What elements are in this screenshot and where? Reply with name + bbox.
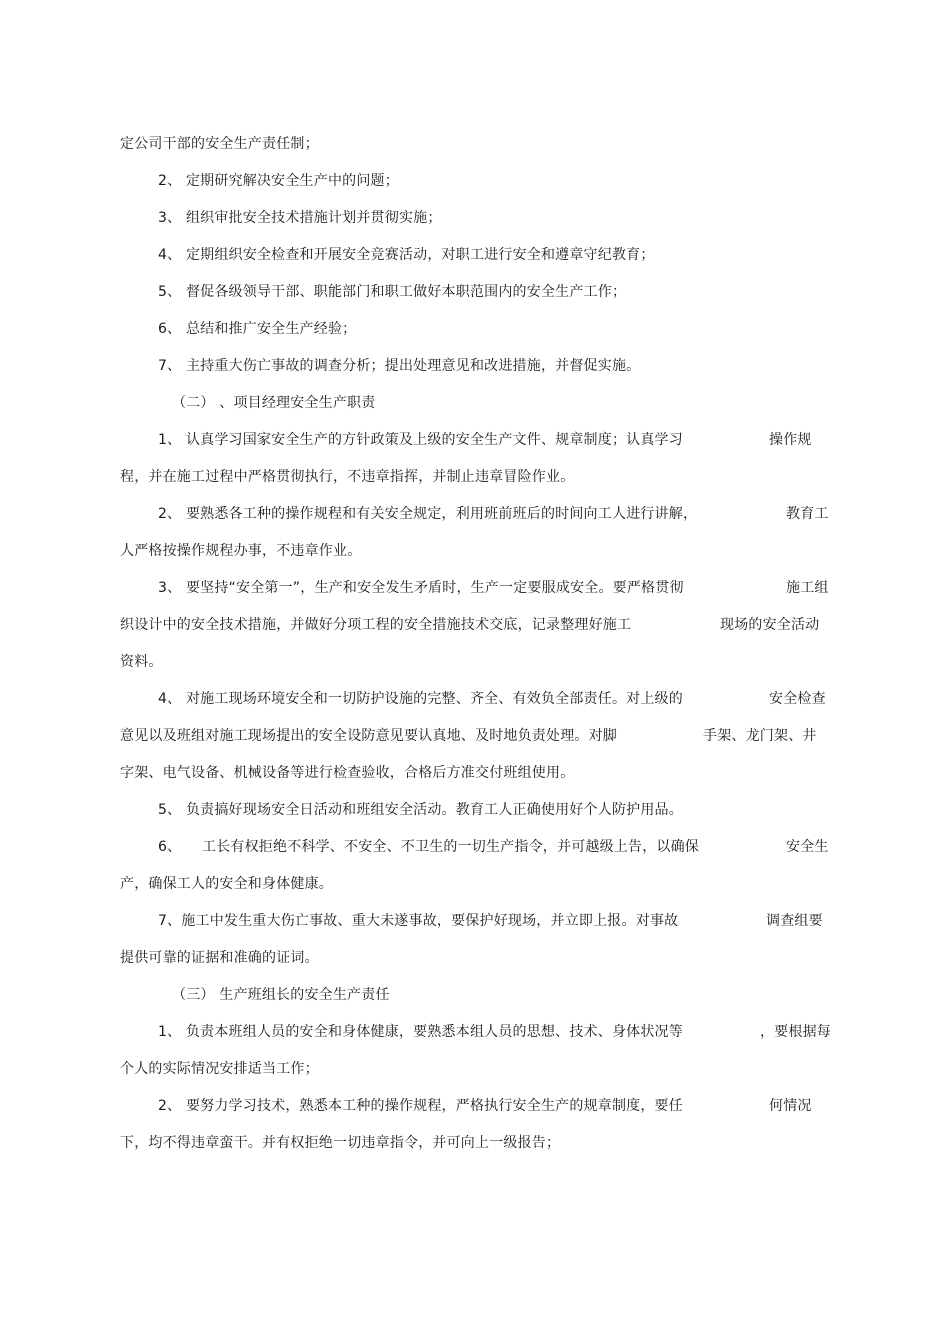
paragraph-line-tail: 调查组要 <box>766 913 823 929</box>
list-number: 6、 <box>158 839 182 855</box>
section-heading: （三） 生产班组长的安全生产责任 <box>172 987 390 1003</box>
list-item: 3、 组织审批安全技术措施计划并贯彻实施； <box>158 210 442 226</box>
paragraph-line: 3、 要坚持“安全第一”，生产和安全发生矛盾时，生产一定要服成安全。要严格贯彻 <box>158 580 684 596</box>
list-item: 4、 定期组织安全检查和开展安全竞赛活动，对职工进行安全和遵章守纪教育； <box>158 247 655 263</box>
paragraph-line: 个人的实际情况安排适当工作； <box>120 1061 319 1077</box>
paragraph-line: 字架、电气设备、机械设备等进行检查验收，合格后方准交付班组使用。 <box>120 765 575 781</box>
list-item: 5、 督促各级领导干部、职能部门和职工做好本职范围内的安全生产工作； <box>158 284 627 300</box>
list-item: 2、 定期研究解决安全生产中的问题； <box>158 173 399 189</box>
paragraph-line: 资料。 <box>120 654 163 670</box>
paragraph-line: 程，并在施工过程中严格贯彻执行，不违章指挥，并制止违章冒险作业。 <box>120 469 575 485</box>
section-heading: （二） 、项目经理安全生产职责 <box>172 395 376 411</box>
paragraph-line: 人严格按操作规程办事，不违章作业。 <box>120 543 362 559</box>
paragraph-line-tail: ，要根据每 <box>760 1024 831 1040</box>
paragraph-line: 5、 负责搞好现场安全日活动和班组安全活动。教育工人正确使用好个人防护用品。 <box>158 802 683 818</box>
list-item: 7、 主持重大伤亡事故的调查分析；提出处理意见和改进措施，并督促实施。 <box>158 358 641 374</box>
paragraph-line-tail: 安全检查 <box>769 691 826 707</box>
paragraph-line: 下，均不得违章蛮干。并有权拒绝一切违章指令，并可向上一级报告； <box>120 1135 561 1151</box>
paragraph-line-tail: 教育工 <box>786 506 829 522</box>
paragraph-line: 工长有权拒绝不科学、不安全、不卫生的一切生产指令，并可越级上告，以确保 <box>202 839 699 855</box>
paragraph-line: 7、施工中发生重大伤亡事故、重大未遂事故，要保护好现场，并立即上报。对事故 <box>158 913 679 929</box>
paragraph-line: 产，确保工人的安全和身体健康。 <box>120 876 333 892</box>
paragraph-line: 4、 对施工现场环境安全和一切防护设施的完整、齐全、有效负全部责任。对上级的 <box>158 691 683 707</box>
text-line: 定公司干部的安全生产责任制； <box>120 136 319 152</box>
paragraph-line: 1、 负责本班组人员的安全和身体健康，要熟悉本组人员的思想、技术、身体状况等 <box>158 1024 683 1040</box>
list-item: 6、 总结和推广安全生产经验； <box>158 321 357 337</box>
paragraph-line: 1、 认真学习国家安全生产的方针政策及上级的安全生产文件、规章制度；认真学习 <box>158 432 683 448</box>
paragraph-line: 织设计中的安全技术措施，并做好分项工程的安全措施技术交底，记录整理好施工 <box>120 617 632 633</box>
paragraph-line: 2、 要熟悉各工种的操作规程和有关安全规定，利用班前班后的时间向工人进行讲解， <box>158 506 698 522</box>
paragraph-line: 提供可靠的证据和准确的证词。 <box>120 950 319 966</box>
paragraph-line: 2、 要努力学习技术，熟悉本工种的操作规程，严格执行安全生产的规章制度，要任 <box>158 1098 683 1114</box>
paragraph-line-tail: 手架、龙门架、井 <box>703 728 817 744</box>
paragraph-line-tail: 施工组 <box>786 580 829 596</box>
paragraph-line-tail: 何情况 <box>769 1098 812 1114</box>
paragraph-line: 意见以及班组对施工现场提出的安全设防意见要认真地、及时地负责处理。对脚 <box>120 728 617 744</box>
paragraph-line-tail: 安全生 <box>786 839 829 855</box>
paragraph-line-tail: 操作规 <box>769 432 812 448</box>
paragraph-line-tail: 现场的安全活动 <box>720 617 820 633</box>
